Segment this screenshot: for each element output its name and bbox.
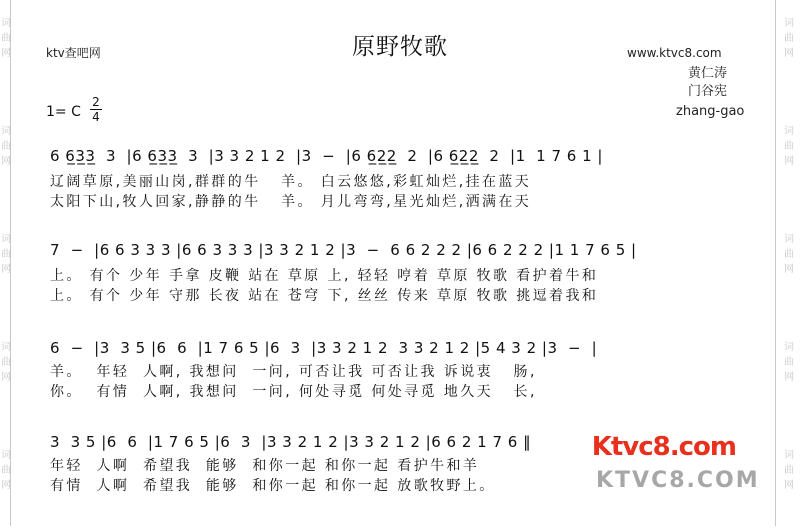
lyric-verse-1: 辽阔草原,美丽山岗,群群的牛 羊。 白云悠悠,彩虹灿烂,挂在蓝天	[50, 174, 532, 190]
watermark-left: 词 曲 网	[1, 126, 11, 167]
lyric-verse-1: 上。 有个 少年 手拿 皮鞭 站在 草原 上, 轻轻 哼着 草原 牧歌 看护着牛和	[50, 268, 599, 284]
lyric-verse-1: 年轻 人啊 希望我 能够 和你一起 和你一起 看护牛和羊	[50, 458, 480, 474]
watermark-right: 词 曲 网	[784, 342, 794, 383]
lyric-verse-1: 羊。 年轻 人啊, 我想问 一问, 可否让我 可否让我 诉说衷 肠,	[50, 364, 537, 380]
watermark-right: 词 曲 网	[784, 234, 794, 275]
logo-text-red: Ktvc8.com	[591, 432, 736, 462]
lyric-verse-2: 太阳下山,牧人回家,静静的牛 羊。 月儿弯弯,星光灿烂,洒满在天	[50, 194, 532, 210]
song-title: 原野牧歌	[352, 34, 448, 60]
arranger: zhang-gao	[676, 104, 745, 119]
notation-line: 6 − |3 3 5 |6 6 |1 7 6 5 |6 3 |3 3 2 1 2 3 3 2 1 2 |5 4 3 2 |3 − |	[50, 339, 598, 357]
composer: 门谷宪	[688, 84, 728, 99]
watermark-right: 词 曲 网	[784, 450, 794, 491]
notation-line: 7 − |6 6 3 3 3 |6 6 3 3 3 |3 3 2 1 2 |3 − 6 6 2 2 2 |6 6 2 2 2 |1 1 7 6 5 |	[50, 241, 637, 259]
watermark-left: 词 曲 网	[1, 342, 11, 383]
time-signature: 2 4	[90, 96, 102, 123]
lyric-verse-2: 有情 人啊 希望我 能够 和你一起 和你一起 放歌牧野上。	[50, 478, 496, 494]
lyric-verse-2: 你。 有情 人啊, 我想问 一问, 何处寻觅 何处寻觅 地久天 长,	[50, 384, 537, 400]
notation-line: 3 3 5 |6 6 |1 7 6 5 |6 3 |3 3 2 1 2 |3 3 2 1 2 |6 6 2 1 7 6 ‖	[50, 433, 532, 451]
watermark-right: 词 曲 网	[784, 18, 794, 59]
watermark-left: 词 曲 网	[1, 234, 11, 275]
key-signature: 1= C	[46, 104, 81, 120]
lyric-verse-2: 上。 有个 少年 守那 长夜 站在 苍穹 下, 丝丝 传来 草原 牧歌 挑逗着我和	[50, 288, 599, 304]
site-name-left: ktv查吧网	[46, 46, 101, 60]
watermark-left: 词 曲 网	[1, 18, 11, 59]
watermark-right: 词 曲 网	[784, 126, 794, 167]
site-logo-watermark	[591, 432, 760, 502]
watermark-left: 词 曲 网	[1, 450, 11, 491]
logo-text-grey: KTVC8.COM	[596, 468, 760, 493]
site-url-right: www.ktvc8.com	[627, 46, 722, 60]
notation-line: 6 6̲3̲3̲ 3 |6 6̲3̲3̲ 3 |3 3 2 1 2 |3 − |6 6̲2̲2̲ 2 |6 6̲2̲2̲ 2 |1 1 7 6 1 |	[50, 147, 603, 165]
lyricist: 黄仁涛	[688, 66, 728, 81]
